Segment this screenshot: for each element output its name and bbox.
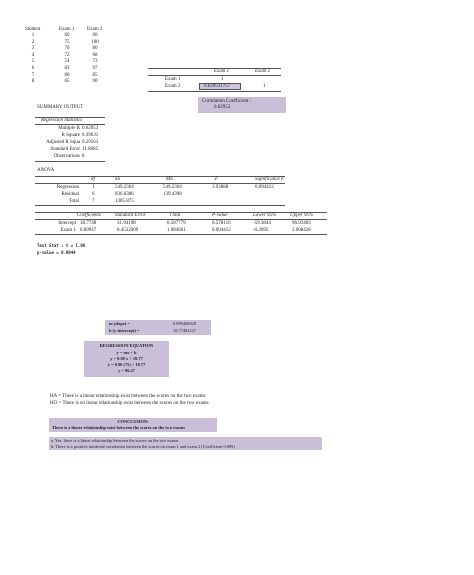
exam1-score: 83 [64, 66, 70, 71]
reg-stat-label: Adjusted R Squa [46, 140, 80, 145]
corr-header-exam1: Exam 1 [214, 69, 230, 74]
corr-coef-label: Correlation Coefficient : [202, 99, 252, 104]
corr-row2-val: 0.629531757 [199, 83, 241, 90]
anova-header: Significance F [255, 177, 285, 182]
coef-cell: 96.93403 [292, 221, 311, 226]
exam2-score: 80 [92, 46, 98, 52]
anova-cell: Residual [61, 191, 79, 197]
exam2-score: 85 [92, 72, 98, 78]
exam2-score: 90 [92, 79, 98, 85]
coef-cell: -59.3844 [253, 221, 271, 226]
exam1-score: 60 [64, 33, 70, 38]
corr-row1-val: 1 [221, 77, 224, 82]
student-number: 7 [31, 72, 35, 78]
coef-cell: 0.587779 [167, 221, 186, 226]
intercept-label: b (y-intercept) = [109, 328, 140, 333]
equation-line-2: y = 0.90 x + 18.77 [110, 356, 143, 361]
test-stat-note: Test Stat : t = 1.98 [37, 243, 86, 248]
coef-cell: Exam 1 [60, 227, 76, 233]
anova-cell: 1 [92, 185, 95, 190]
anova-header: df [91, 177, 95, 182]
coef-header: Coefficients [77, 213, 101, 218]
header-exam1: Exam 1 [59, 27, 75, 32]
student-number: 2 [31, 39, 35, 45]
exam2-score: 100 [91, 39, 99, 45]
exam1-score: 75 [64, 39, 70, 45]
exam1-score: 70 [64, 46, 70, 52]
anova-cell: 6 [92, 191, 95, 197]
reg-stat-value: 0.39631 [82, 133, 99, 138]
corr-header-exam2: Exam 2 [255, 69, 271, 74]
conclusion-box [49, 418, 217, 432]
coef-cell: Intercept [58, 221, 76, 226]
exam1-score: 72 [64, 52, 70, 58]
hypothesis-ho: HO = There is no linear relationship exist between the scores on the two exams [50, 401, 209, 406]
reg-stat-value: 11.8085 [82, 147, 99, 152]
equation-line-3: y = 0.90 (75) + 18.77 [107, 362, 146, 367]
coef-cell: 0.89947 [80, 227, 97, 233]
anova-cell: 0.094412 [255, 185, 274, 190]
exam2-score: 60 [92, 33, 98, 38]
anova-title: ANOVA [37, 168, 55, 173]
anova-cell: 1385.875 [115, 198, 134, 204]
coef-cell: 31.94198 [117, 221, 136, 226]
coef-header: Lower 95% [253, 213, 277, 218]
reg-stat-value: 0.29563 [82, 140, 99, 145]
reg-stat-value: 8 [82, 154, 85, 159]
conclusion-statement: There is a linear relationship exist between the scores on the two exams [52, 425, 185, 430]
intercept-value: 18.77481127 [173, 328, 196, 333]
regression-equation-box [84, 341, 169, 377]
corr-row2-val2: 1 [263, 84, 266, 89]
corr-coef-value: 0.62953 [214, 105, 231, 110]
anova-header: F [215, 177, 219, 182]
reg-stat-label: Observations [53, 154, 80, 159]
student-number: 3 [31, 46, 35, 52]
student-number: 4 [31, 52, 35, 58]
anova-cell: 549.2364 [115, 185, 134, 190]
coef-header: P-value [212, 213, 228, 218]
conclusion-answers-box [49, 437, 322, 450]
coef-cell: -0.2095 [253, 227, 269, 233]
anova-header: SS [115, 177, 120, 182]
equation-line-1: y = mx + b [116, 350, 137, 355]
slope-value: 0.899466028 [173, 321, 197, 326]
correlation-coefficient-box [198, 97, 286, 113]
slope-intercept-box [105, 320, 211, 335]
coef-header: Upper 95% [290, 213, 314, 218]
corr-row2-label: Exam 2 [165, 84, 181, 89]
reg-stat-label: R Square [61, 133, 80, 138]
p-value-note: p-value = 0.0944 [37, 250, 76, 255]
anova-header: MS [166, 177, 173, 182]
student-number: 6 [31, 66, 35, 71]
coef-cell: 0.094412 [212, 227, 231, 233]
anova-cell: 836.6386 [115, 191, 134, 197]
coef-cell: 1.984661 [167, 227, 186, 233]
equation-title: REGRESSION EQUATION [99, 343, 154, 348]
slope-label: m (slope) = [109, 321, 130, 326]
reg-stats-title: Regression Statistics [41, 118, 83, 123]
student-number: 5 [31, 59, 35, 65]
conclusion-a: a. Yes, there is a linear relationship between the scores on the two exams [51, 438, 179, 443]
exam1-score: 54 [64, 59, 70, 65]
student-number: 1 [31, 33, 35, 38]
anova-cell: 139.4398 [163, 191, 182, 197]
anova-cell: 549.2364 [163, 185, 182, 190]
equation-line-4: y = 86.27 [118, 368, 135, 373]
conclusion-b: b. There is a positive moderate correlation between the scores on exam 1 and exam 2 (Coefficient 0.089) [51, 444, 235, 449]
anova-cell: 7 [92, 198, 95, 204]
coef-header: Standard Error [115, 213, 146, 218]
conclusion-title: CONCLUSION: [117, 419, 149, 424]
coef-cell: 2.008428 [292, 227, 311, 233]
header-exam2: Exam 2 [87, 27, 103, 32]
exam1-score: 65 [64, 79, 70, 85]
exam2-score: 97 [92, 66, 98, 71]
student-number: 8 [31, 79, 35, 85]
coef-header: t Stat [170, 213, 181, 218]
anova-cell: Total [68, 198, 79, 204]
coef-cell: 0.4532009 [117, 227, 139, 233]
corr-row1-label: Exam 1 [165, 77, 181, 82]
hypothesis-ha: HA = There is a linear relationship exist between the scores on the two exams [50, 394, 206, 399]
reg-stat-value: 0.62953 [82, 126, 99, 131]
exam1-score: 80 [64, 72, 70, 78]
summary-title: SUMMARY OUTPUT [37, 105, 84, 110]
anova-cell: Regression [56, 185, 79, 190]
coef-cell: 18.7748 [80, 221, 97, 226]
exam2-score: 68 [92, 52, 98, 58]
reg-stat-label: Standard Error [50, 147, 80, 152]
reg-stat-label: Multiple R [58, 126, 80, 131]
coef-cell: 0.578116 [212, 221, 231, 226]
anova-cell: 3.93888 [212, 185, 229, 190]
header-student: Student [25, 27, 41, 32]
exam2-score: 73 [92, 59, 98, 65]
